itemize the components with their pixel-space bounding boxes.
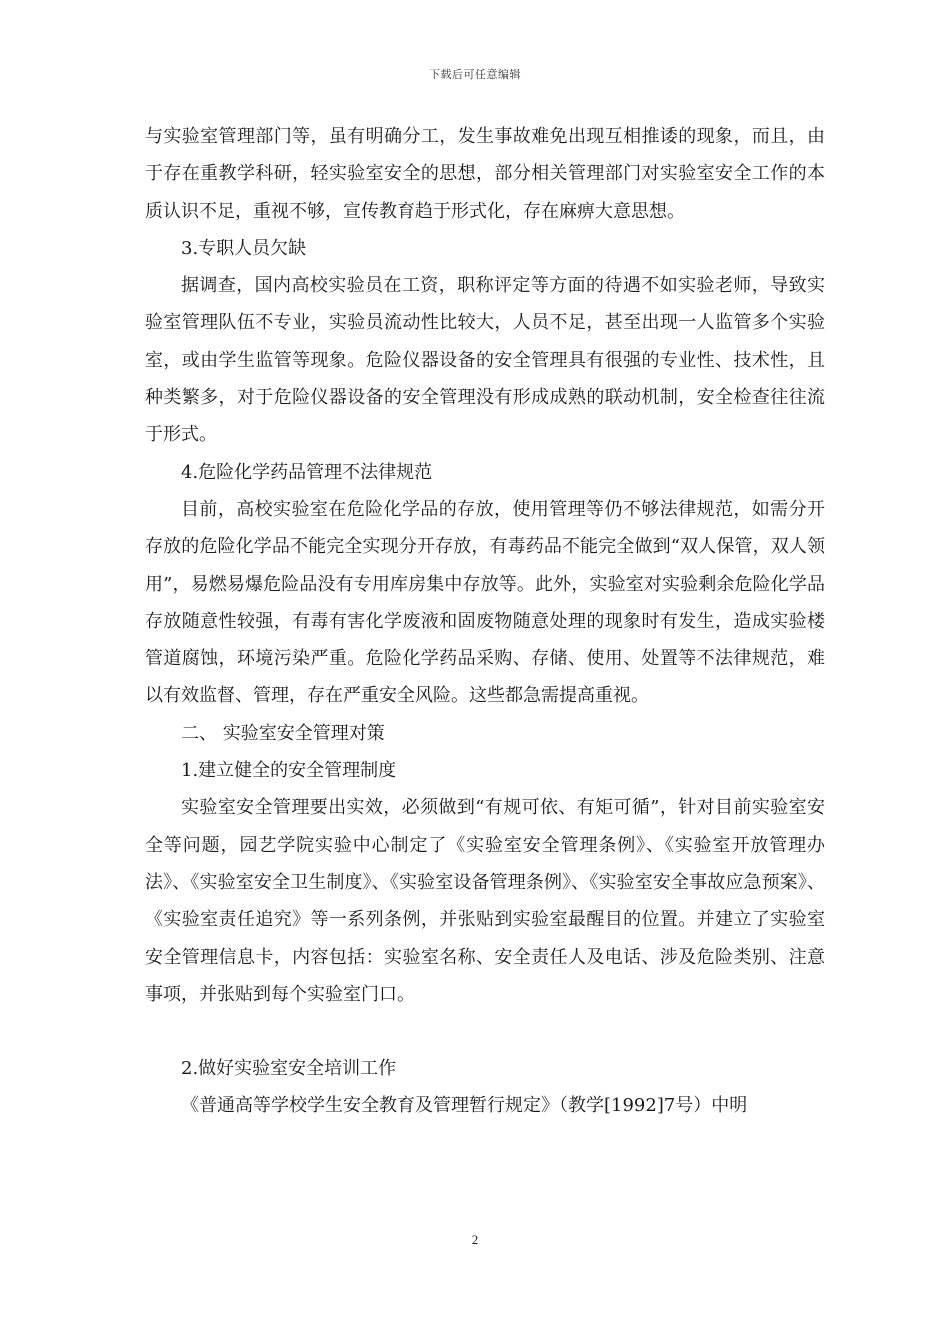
section-heading: 1.建立健全的安全管理制度	[181, 760, 397, 782]
section-heading: 4.危险化学药品管理不法律规范	[181, 461, 433, 483]
section-heading: 3.专职人员欠缺	[181, 237, 307, 259]
document-body	[145, 118, 825, 1125]
paragraph: 与实验室管理部门等，虽有明确分工，发生事故难免出现互相推诿的现象，而且，由于存在重教学科研，轻实验室安全的思想，部分相关管理部门对实验室安全工作的本质认识不足，重视不够，宣传教育趋于形式化，存在麻痹大意思想。	[145, 126, 825, 222]
page-header: 下载后可任意编辑	[429, 68, 521, 81]
section-heading: 2.做好实验室安全培训工作	[181, 1058, 397, 1080]
paragraph: 《普通高等学校学生安全教育及管理暂行规定》（教学[1992]7号）中明	[181, 1095, 748, 1117]
section-heading: 二、 实验室安全管理对策	[181, 722, 385, 744]
paragraph: 目前，高校实验室在危险化学品的存放，使用管理等仍不够法律规范，如需分开存放的危险化学品不能完全实现分开存放，有毒药品不能完全做到“双人保管，双人领用”，易燃易爆危险品没有专用库房集中存放等。此外，实验室对实验剩余危险化学品存放随意性较强，有毒有害化学废液和固废物随意处理的现象时有发生，造成实验楼管道腐蚀，环境污染严重。危险化学药品采购、存储、使用、处置等不法律规范，难以有效监督、管理，存在严重安全风险。这些都急需提高重视。	[145, 498, 825, 707]
paragraph: 实验室安全管理要出实效，必须做到“有规可依、有矩可循”，针对目前实验室安全等问题，园艺学院实验中心制定了《实验室安全管理条例》、《实验室开放管理办法》、《实验室安全卫生制度》、《实验室设备管理条例》、《实验室安全事故应急预案》、《实验室责任追究》等一系列条例，并张贴到实验室最醒目的位置。并建立了实验室安全管理信息卡，内容包括：实验室名称、安全责任人及电话、涉及危险类别、注意事项，并张贴到每个实验室门口。	[145, 797, 825, 1005]
paragraph: 据调查，国内高校实验员在工资，职称评定等方面的待遇不如实验老师，导致实验室管理队伍不专业，实验员流动性比较大，人员不足，甚至出现一人监管多个实验室，或由学生监管等现象。危险仪器设备的安全管理具有很强的专业性、技术性，且种类繁多，对于危险仪器设备的安全管理没有形成成熟的联动机制，安全检查往往流于形式。	[145, 275, 825, 446]
page-number: 2	[471, 1232, 479, 1247]
